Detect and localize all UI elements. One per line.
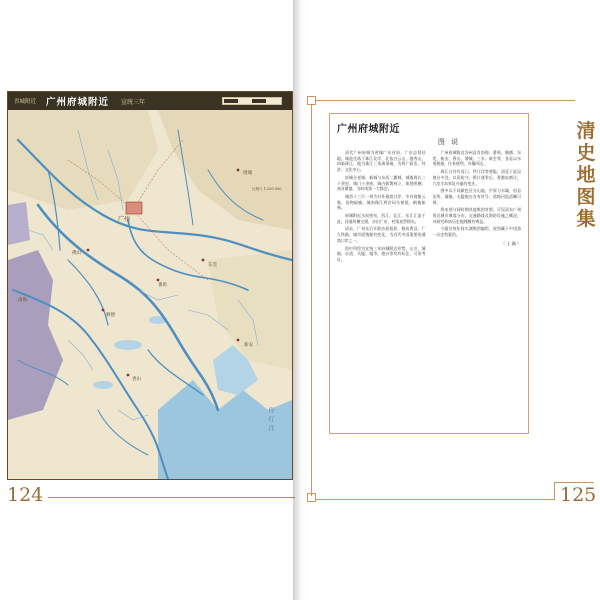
paragraph: 今据宣统年间实测舆图编绘，原图藏于中国第一历史档案馆。 [432, 226, 521, 238]
map-era: 宣统三年 [121, 98, 146, 106]
text-column-2 [433, 150, 522, 427]
map-label-xiangshan: 香山 [132, 377, 141, 382]
scale-bar [222, 97, 282, 105]
paragraph: 图中所绘为宣统三年府城附近形势，山川、城镇、水道、关隘、墟市、炮台等均有标注，可资考证。 [337, 245, 426, 262]
calligraphy-title [575, 120, 597, 230]
left-bottom-rule [48, 497, 295, 498]
paragraph: 将本图与同时期其他舆图对照，可见清末广州附近城乡聚落分布、交通路线及海防设施之概况，对研究岭南历史地理颇有裨益。 [432, 207, 521, 224]
map-title: 广州府城附近 [46, 97, 110, 108]
paragraph: 图中以不同颜色区分山地、平原与水域，府县治所、墟镇、关隘炮台各有符号，道路河流清晰可辨。 [432, 188, 521, 205]
map-scale-label: 比例尺 1:200 000 [252, 187, 282, 191]
paragraph: 府城附近水网密布，西江、北江、东江汇流于此，河道纵横交错，沙田广布，村落星罗棋布。 [337, 213, 426, 224]
calligraphy-char: 图 [576, 186, 596, 208]
paragraph: 广州府城附近各州县有南海、番禺、顺德、东莞、新安、香山、增城、三水、新会等，各县以水道相通，往来便利，舟楫四达。 [432, 150, 521, 167]
calligraphy-char: 集 [576, 208, 596, 230]
paragraph: 珠江口外有虎门、伶仃洋等要隘，清廷于此设炮台多处，以资防守。鸦片战争后，香港岛割让，九龙半岛界址亦屡有变迁。 [432, 169, 521, 186]
paragraph: 府城分老城、新城与东西二翼城，城墙周长二十余里，城门十余座。城内衙署林立，街巷纵横，商业繁盛，为岭南第一大都会。 [337, 174, 426, 192]
map-label-foshan: 佛山 [72, 251, 81, 256]
map-label-panyu: 番禺 [158, 283, 167, 288]
doc-section-label: 图 说 [437, 138, 461, 146]
map-header [8, 92, 292, 110]
map-image [8, 110, 292, 479]
map-label-zengcheng: 增城 [243, 171, 252, 176]
calligraphy-char: 史 [576, 142, 596, 164]
author-credit: （ 王 珊 ） [501, 240, 521, 246]
map-series-label: 省城附近 [14, 99, 37, 105]
map-label-guangzhou: 广州 [118, 216, 131, 223]
text-columns [337, 150, 521, 427]
book-spine [293, 0, 307, 600]
paragraph: 清末，广州先后开辟沙面租界，修筑粤汉、广九铁路，城市面貌渐有变化，为近代中国重要的通商口岸之一。 [337, 226, 426, 243]
map-label-lingdingyang: 伶仃洋 [267, 407, 274, 434]
map-frame [7, 91, 293, 480]
calligraphy-char: 地 [576, 164, 596, 186]
doc-title: 广州府城附近 [337, 124, 400, 135]
page-number-right: 125 [560, 484, 597, 506]
map-label-dongguan: 东莞 [208, 263, 217, 268]
paragraph: 清代广州府城为省城广东首府，广东总督驻地。城池坐落于珠江北岸，北依白云山、越秀山，南临珠江，地当珠江三角洲顶端，为两广政治、经济、文化中心。 [337, 150, 426, 173]
map-label-xinan: 新安 [244, 343, 253, 348]
map-label-nanhai: 南海 [18, 298, 27, 303]
commentary-box [329, 113, 529, 434]
paragraph: 城西十三行一带为对外通商口岸，中外商船云集，货物辐辏。城南珠江两岸码头相望，帆樯如林。 [337, 193, 426, 211]
page-number-left: 124 [7, 484, 44, 506]
calligraphy-char: 清 [576, 120, 596, 142]
map-label-shunde: 顺德 [106, 313, 115, 318]
text-column-1 [337, 150, 426, 427]
